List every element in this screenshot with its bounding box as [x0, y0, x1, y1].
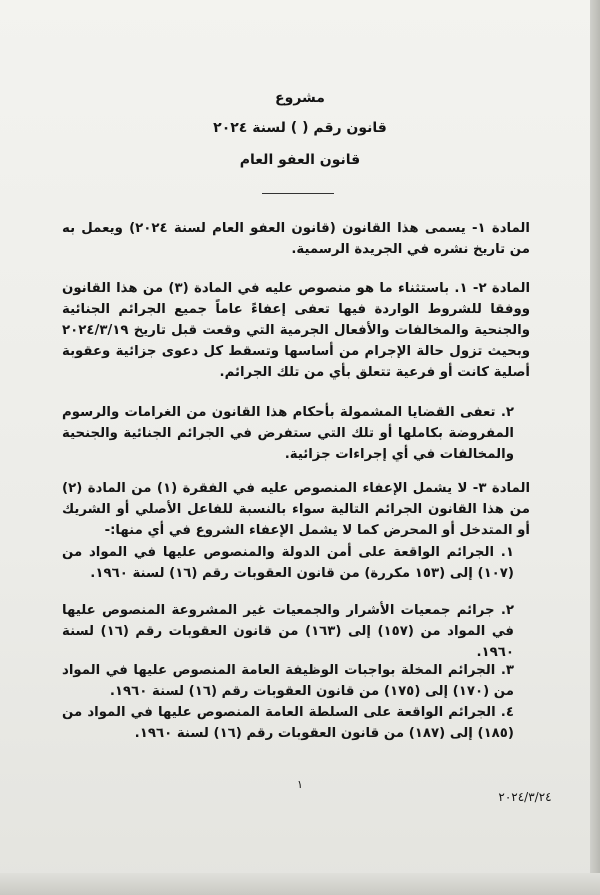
page-bottom-shadow [0, 873, 600, 895]
article-3-intro: المادة ٣- لا يشمل الإعفاء المنصوص عليه في الفقرة (١) من المادة (٢) من هذا القانون الجرائم التالية سواء بالنسبة للفاعل الأصلي أو الشريك أو المتدخل أو المحرض كما لا يشمل الإعفاء الشروع في أي منها:- [62, 481, 531, 538]
article-2-clause-1: المادة ٢- ١. باستثناء ما هو منصوص عليه في المادة (٣) من هذا القانون ووفقا للشروط الواردة فيها تعفى إعفاءً عاماً جميع الجرائم الجنائية والجنحية والمخالفات والأفعال الجرمية التي وقعت قبل تاريخ ٢٠٢٤/٣/١٩ وبحيث تزول حالة الإجرام من أساسها وتسقط كل دعوى جزائية وعقوبة أصلية كانت أو فرعية تتعلق بأي من تلك الجرائم. [62, 281, 531, 380]
article-3-item-4: ٤. الجرائم الواقعة على السلطة العامة المنصوص عليها في المواد من (١٨٥) إلى (١٨٧) من قانون العقوبات رقم (١٦) لسنة ١٩٦٠. [62, 705, 514, 741]
article-3-item-3: ٣. الجرائم المخلة بواجبات الوظيفة العامة المنصوص عليها في المواد من (١٧٠) إلى (١٧٥) من قانون العقوبات رقم (١٦) لسنة ١٩٦٠. [62, 663, 514, 699]
article-1: المادة ١- يسمى هذا القانون (قانون العفو العام لسنة ٢٠٢٤) ويعمل به من تاريخ نشره في الجريدة الرسمية. [62, 221, 530, 257]
footer-date: ٢٠٢٤/٣/٢٤ [498, 790, 552, 804]
law-title: قانون العفو العام [239, 152, 361, 168]
title-underline [262, 193, 334, 194]
law-number: قانون رقم ( ) لسنة ٢٠٢٤ [213, 120, 387, 136]
article-3-item-1: ١. الجرائم الواقعة على أمن الدولة والمنصوص عليها في المواد من (١٠٧) إلى (١٥٣ مكررة) من قانون العقوبات رقم (١٦) لسنة ١٩٦٠. [62, 545, 514, 581]
project-label: مشروع [275, 90, 325, 106]
page-edge-shadow [590, 0, 600, 895]
article-2-clause-2: ٢. تعفى القضايا المشمولة بأحكام هذا القانون من الغرامات والرسوم المفروضة بكاملها أو تلك التي ستفرض في الجرائم الجنائية والجنحية والمخالفات في أي إجراءات جزائية. [62, 405, 514, 462]
page-number: ١ [297, 778, 303, 791]
article-3-item-2: ٢. جرائم جمعيات الأشرار والجمعيات غير المشروعة المنصوص عليها في المواد من (١٥٧) إلى (١٦٣) من قانون العقوبات رقم (١٦) لسنة ١٩٦٠. [62, 603, 514, 660]
